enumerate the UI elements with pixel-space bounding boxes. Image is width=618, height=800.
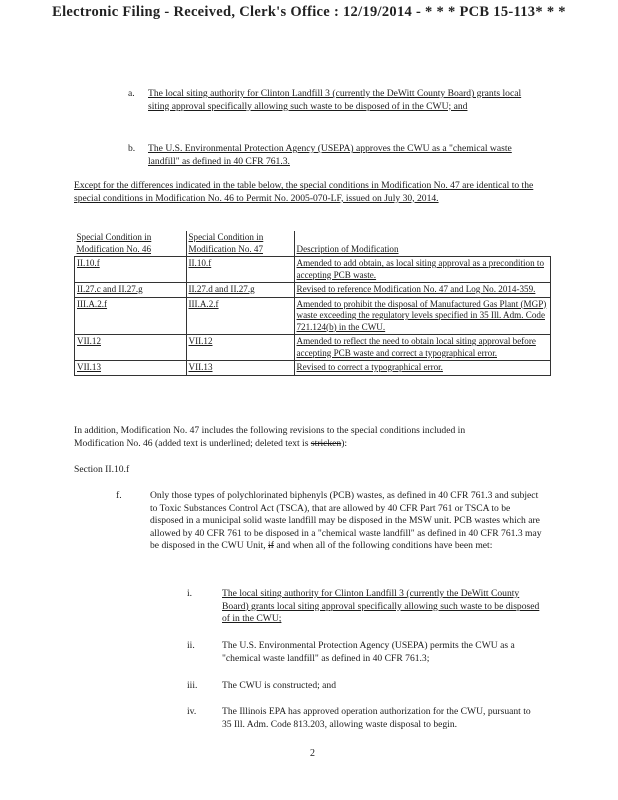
cell-text: VII.12	[188, 336, 213, 346]
table-row	[75, 361, 551, 376]
table-cell	[186, 335, 294, 361]
addition-line1: In addition, Modification No. 47 includes the following revisions to the special conditions included in	[74, 425, 466, 436]
modification-table	[74, 231, 551, 376]
table-cell	[186, 361, 294, 376]
addition-line2-deleted: stricken	[310, 437, 342, 449]
table-header-col2	[186, 231, 294, 257]
table-cell	[186, 283, 294, 298]
table-header-row	[75, 231, 551, 257]
cell-text: VII.13	[188, 362, 213, 372]
addition-line2-b: ):	[341, 437, 348, 449]
table-cell	[294, 283, 551, 298]
table-header-col2-text: Special Condition in Modification No. 47	[188, 232, 264, 254]
table-header-col1	[75, 231, 187, 257]
sub-list-item-iii: The CWU is constructed; and	[222, 680, 337, 691]
cell-text: Revised to reference Modification No. 47 and Log No. 2014-359.	[296, 284, 536, 294]
table-cell	[294, 297, 551, 335]
addition-line2	[74, 438, 554, 451]
table-cell	[186, 297, 294, 335]
condition-f-text-a: Only those types of polychlorinated biphenyls (PCB) wastes, as defined in 40 CFR 761.3 and subject to Toxic Substances Control Act (TSCA), that are allowed by 40 CFR Part 761 or TSCA to be disposed in a municipal solid waste landfill may be disposed in the MSW unit. PCB wastes which are allowed by 40 CFR 761 to be disposed in a "chemical waste landfill" as defined in 40 CFR 761.3 may be disposed in the CWU Unit,	[150, 490, 542, 552]
cell-text: Amended to reflect the need to obtain local siting approval before accepting PCB waste and correct a typographical error.	[296, 336, 536, 358]
sub-list-marker-iii: iii.	[187, 680, 198, 691]
condition-f-text	[150, 490, 543, 553]
sub-list-marker-i: i.	[187, 588, 193, 599]
cell-text: III.A.2.f	[77, 298, 108, 309]
cell-text: II.27.d and II.27.g	[188, 284, 255, 294]
table-cell	[186, 257, 294, 283]
table-row	[75, 257, 551, 283]
table-cell	[75, 297, 187, 335]
cell-text: II.10.f	[188, 258, 212, 268]
table-cell	[75, 283, 187, 298]
table-cell	[75, 257, 187, 283]
table-cell	[75, 335, 187, 361]
table-cell	[294, 361, 551, 376]
addition-line2-a: Modification No. 46 (added text is underlined; deleted text is	[74, 437, 311, 449]
table-row	[75, 335, 551, 361]
condition-f-text-deleted: if	[268, 540, 274, 552]
table-header-col1-text: Special Condition in Modification No. 46	[76, 232, 152, 254]
cell-text: VII.12	[77, 336, 101, 346]
table-row	[75, 297, 551, 335]
condition-f-text-b: and when all of the following conditions have been met:	[273, 540, 493, 552]
cell-text: Amended to add obtain, as local siting approval as a precondition to accepting PCB waste.	[296, 258, 544, 280]
cell-text: III.A.2.f	[188, 298, 219, 309]
addition-paragraph	[74, 425, 554, 450]
table-cell	[294, 257, 551, 283]
table-cell	[75, 361, 187, 376]
list-item-b-text	[148, 143, 543, 168]
sub-list-marker-iv: iv.	[187, 706, 197, 717]
cell-text: Revised to correct a typographical error.	[296, 362, 443, 372]
list-item-b-text-underlined: The U.S. Environmental Protection Agency (USEPA) approves the CWU as a "chemical waste landfill" as defined in 40 CFR 761.3.	[148, 143, 512, 167]
table-header-col3	[294, 231, 551, 257]
list-item-a-text: The local siting authority for Clinton Landfill 3 (currently the DeWitt County Board) grants local siting approval specifically allowing such waste to be disposed of in the CWU; and	[148, 88, 522, 112]
cell-text: Amended to prohibit the disposal of Manufactured Gas Plant (MGP) waste exceeding the regulatory levels specified in 35 Ill. Adm. Code 721.124(b) in the CWU.	[296, 298, 547, 332]
sub-list-item-ii: The U.S. Environmental Protection Agency (USEPA) permits the CWU as a "chemical waste landfill" as defined in 40 CFR 761.3;	[222, 640, 515, 664]
list-marker-b: b.	[128, 143, 136, 154]
sub-list-item-iv: The Illinois EPA has approved operation authorization for the CWU, pursuant to 35 Ill. Adm. Code 813.203, allowing waste disposal to begin.	[222, 706, 531, 730]
sub-list-marker-ii: ii.	[187, 640, 195, 651]
table-header-col3-text: Description of Modification	[296, 243, 399, 254]
table-cell	[294, 335, 551, 361]
page-number: 2	[310, 748, 315, 759]
sub-list-item-i: The local siting authority for Clinton Landfill 3 (currently the DeWitt County Board) grants local siting approval specifically allowing such waste to be disposed of in the CWU;	[222, 588, 540, 625]
section-heading: Section II.10.f	[74, 464, 130, 475]
cell-text: II.27.c and II.27.g	[77, 284, 143, 294]
filing-stamp-header: Electronic Filing - Received, Clerk's Office : 12/19/2014 - * * * PCB 15-113* * *	[52, 4, 566, 20]
table-row	[75, 283, 551, 298]
intro-paragraph: Except for the differences indicated in the table below, the special conditions in Modification No. 47 are identical to the special conditions in Modification No. 46 to Permit No. 2005-070-LF, issued on July 30, 2014.	[74, 180, 534, 204]
cell-text: II.10.f	[77, 258, 100, 268]
condition-f-marker: f.	[116, 490, 122, 501]
cell-text: VII.13	[77, 362, 101, 372]
list-marker-a: a.	[128, 88, 135, 99]
